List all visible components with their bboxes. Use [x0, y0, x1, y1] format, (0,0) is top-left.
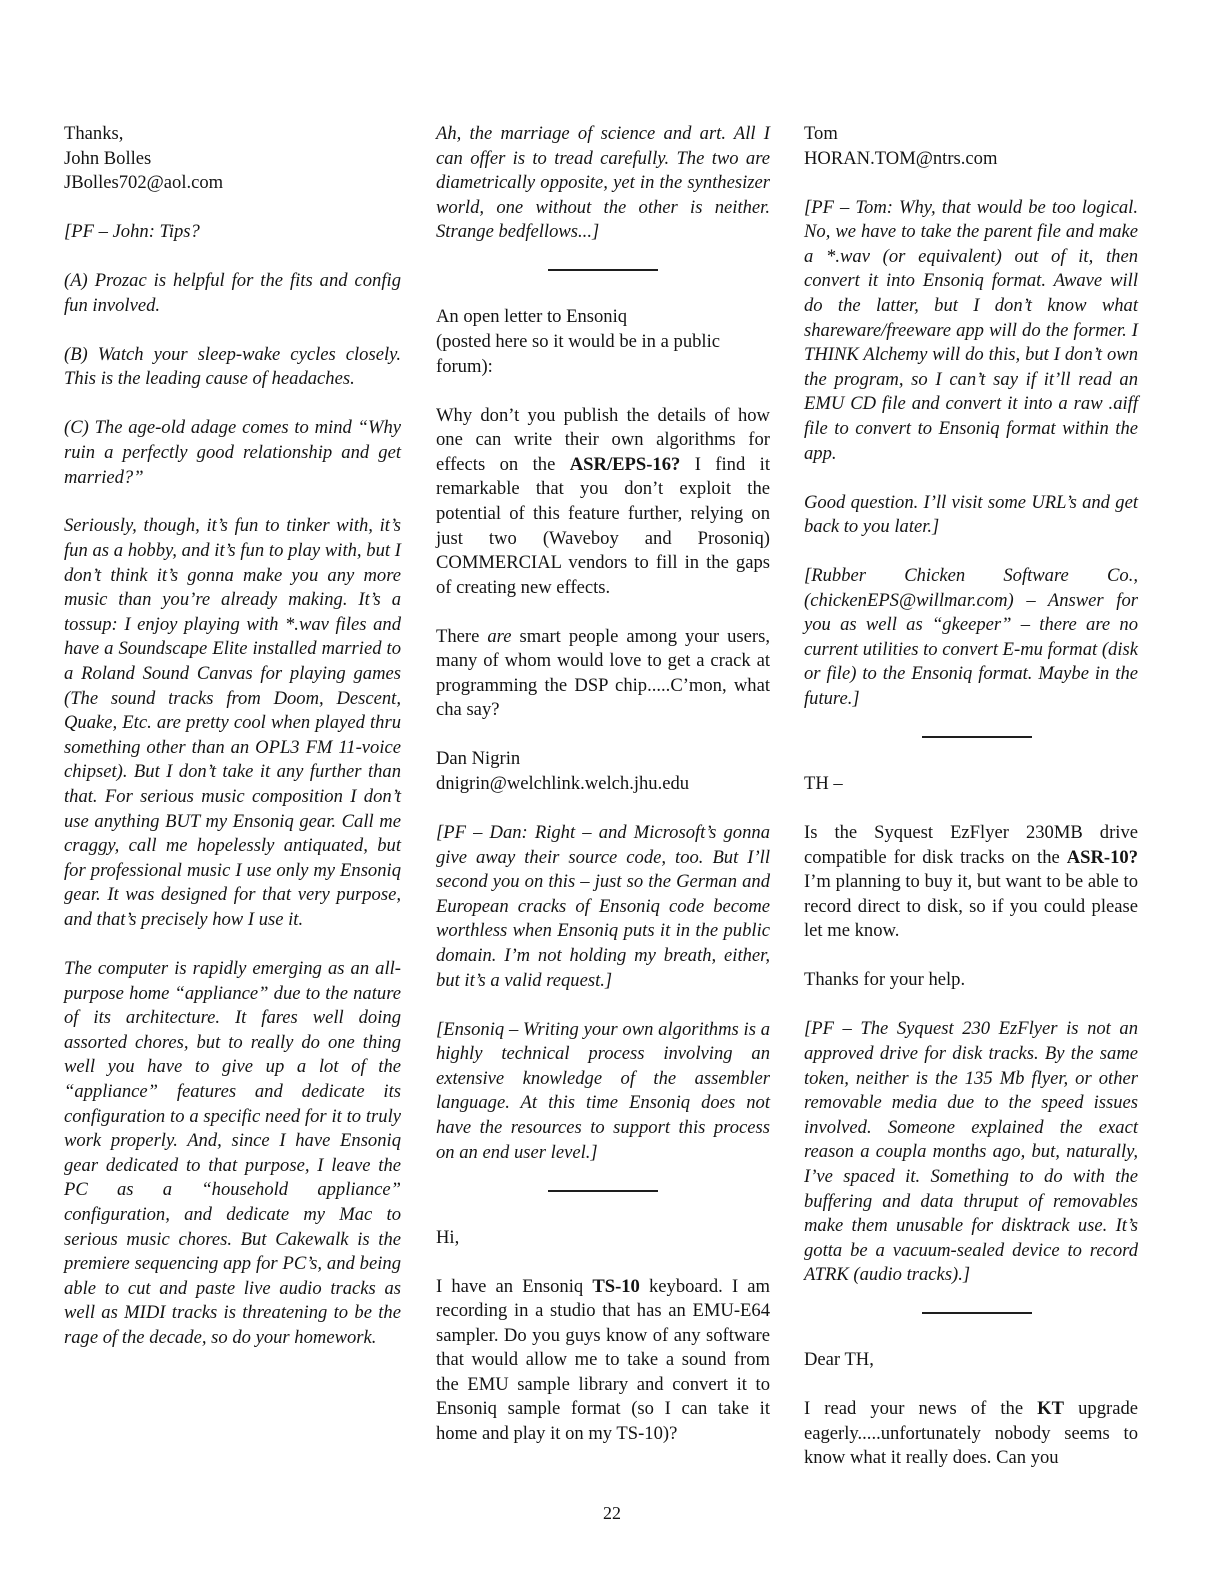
section-divider	[548, 269, 658, 271]
pf-reply-intro: [PF – John: Tips?	[64, 221, 200, 243]
signature-dan	[436, 747, 770, 796]
tip-a: (A) Prozac is helpful for the fits and config fun involved.	[64, 270, 401, 316]
greeting-hi: Hi,	[436, 1226, 460, 1248]
paragraph-smart-people: There are smart people among your users, many of whom would love to get a crack at programming the DSP chip.....C’mon, what cha say?	[436, 625, 770, 721]
author-name: Tom	[804, 123, 838, 144]
paragraph-marriage: Ah, the marriage of science and art. All I can offer is to tread carefully. The two are diametrically opposite, yet in the synthesizer world, one without the other is neither. Strange bedfellows...]	[436, 123, 770, 243]
author-name: Dan Nigrin	[436, 748, 521, 770]
section-divider	[922, 736, 1032, 738]
greeting-th: TH –	[804, 773, 843, 795]
paragraph-syquest: Is the Syquest EzFlyer 230MB drive compatible for disk tracks on the ASR-10? I’m planning to buy it, but want to be able to record direct to disk, so if you could please let me know.	[804, 822, 1138, 942]
tip-c: (C) The age-old adage comes to mind “Why ruin a perfectly good relationship and get married?”	[64, 417, 401, 488]
rubber-chicken-reply: [Rubber Chicken Software Co., (chickenEPS@willmar.com) – Answer for you as well as “gkeeper” – there are no current utilities to convert E-mu format (disk or file) to the Ensoniq format. Maybe in the future.]	[804, 565, 1138, 710]
paragraph-why: Why don’t you publish the details of how one can write their own algorithms for effects on the ASR/EPS-16? I find it remarkable that you don’t exploit the potential of this feature further, relying on just two (Waveboy and Prosoniq) COMMERCIAL vendors to fill in the gaps of creating new effects.	[436, 404, 770, 598]
good-question: Good question. I’ll visit some URL’s and get back to you later.]	[804, 491, 1138, 538]
column-3	[804, 122, 1138, 1495]
author-email: dnigrin@welchlink.welch.jhu.edu	[436, 773, 690, 795]
paragraph-kt: I read your news of the KT upgrade eagerly.....unfortunately nobody seems to know what it really does. Can you	[804, 1398, 1138, 1469]
paragraph-ts10: I have an Ensoniq TS-10 keyboard. I am recording in a studio that has an EMU-E64 sampler. Do you guys know of any software that would allow me to take a sound from the EMU sample library and convert it to Ensoniq sample format (so I can take it home and play it on my TS-10)?	[436, 1275, 770, 1445]
open-letter-heading: An open letter to Ensoniq (posted here so it would be in a public forum):	[436, 306, 721, 377]
column-1	[64, 122, 401, 1375]
paragraph-seriously: Seriously, though, it’s fun to tinker with, it’s fun as a hobby, and it’s fun to play with, but I don’t think it’s gonna make you any more music than you’re already making. It’s a tossup: I enjoy playing with *.wav files and have a Soundscape Elite installed married to a Roland Sound Canvas for playing games (The sound tracks from Doom, Descent, Quake, Etc. are pretty cool when played thru something other than an OPL3 FM 11-voice chipset). But I don’t take it any further than that. For serious music composition I don’t use anything BUT my Ensoniq gear. Call me craggy, call me hopelessly antiquated, but for professional music I use only my Ensoniq gear. It was designed for that very purpose, and that’s precisely how I use it.	[64, 515, 401, 930]
tip-b: (B) Watch your sleep-wake cycles closely. This is the leading cause of headaches.	[64, 343, 401, 390]
column-2	[436, 122, 770, 1471]
author-name: John Bolles	[64, 147, 152, 169]
pf-reply-syquest: [PF – The Syquest 230 EzFlyer is not an approved drive for disk tracks. By the same token, neither is the 135 Mb flyer, or other removable media due to the speed issues involved. Someone explained the exact reason a coupla months ago, but, naturally, I’ve spaced it. Something to do with the buffering and data thruput of removables make them unusable for disktrack use. It’s gotta be a vacuum-sealed device to record ATRK (audio tracks).]	[804, 1018, 1138, 1286]
pf-reply-dan: [PF – Dan: Right – and Microsoft’s gonna give away their source code, too. But I’ll second you on this – just so the German and European cracks of Ensoniq code become worthless when Ensoniq puts it in the public domain. I’m not holding my breath, either, but it’s a valid request.]	[436, 822, 770, 991]
paragraph-computer: The computer is rapidly emerging as an all-purpose home “appliance” due to the nature of its architecture. It fares well doing assorted chores, but to really do one thing well you have to give up a lot of the “appliance” features and dedicate its configuration to a specific need for it to truly work properly. And, since I have Ensoniq gear dedicated to that purpose, I leave the PC as a “household appliance” configuration, and dedicate my Mac to serious music chores. But Cakewalk is the premiere sequencing app for PC’s, and being able to cut and paste live audio tracks as well as MIDI tracks is threatening to be the rage of the decade, so do your homework.	[64, 957, 401, 1348]
page-number: 22	[603, 1503, 621, 1523]
author-email: JBolles702@aol.com	[64, 172, 224, 194]
pf-reply-tom: [PF – Tom: Why, that would be too logical. No, we have to take the parent file and make a *.wav (or equivalent) out of it, then convert it into Ensoniq format. Awave will do the latter, but I don’t know what shareware/freeware app will do the former. I THINK Alchemy will do this, but I don’t own the program, so I can’t say if it’ll read an EMU CD file and convert it into a raw .aiff file to convert to Ensoniq format within the app.	[804, 196, 1138, 464]
closing: Thanks,	[64, 123, 124, 144]
section-divider	[548, 1190, 658, 1192]
ensoniq-reply: [Ensoniq – Writing your own algorithms is a highly technical process involving an extensive knowledge of the assembler language. At this time Ensoniq does not have the resources to support this process on an end user level.]	[436, 1018, 770, 1163]
signature-tom	[804, 122, 1138, 171]
section-divider	[922, 1312, 1032, 1314]
greeting-dear-th: Dear TH,	[804, 1349, 874, 1371]
thanks-help: Thanks for your help.	[804, 969, 966, 991]
author-email: HORAN.TOM@ntrs.com	[804, 147, 998, 169]
signature-john	[64, 122, 401, 196]
